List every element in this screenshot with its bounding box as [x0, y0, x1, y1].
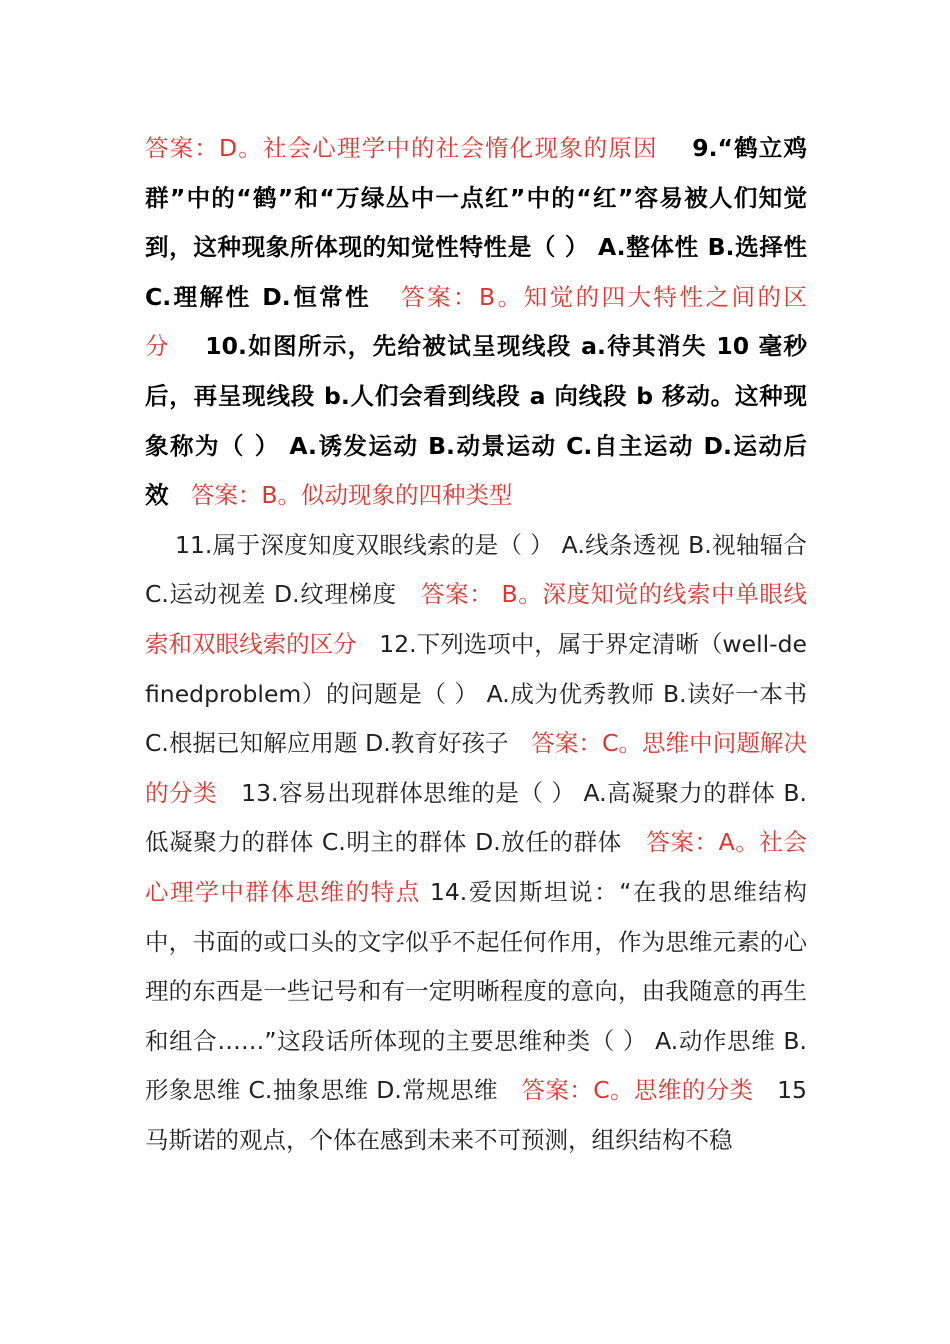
paragraph-questions-11-15 — [145, 521, 807, 1166]
answer-14: 答案：C。思维的分类 — [521, 1076, 754, 1105]
answer-9: 答案：B。知觉的四大特性之间的区分 — [145, 282, 807, 361]
answer-10: 答案：B。似动现象的四种类型 — [190, 481, 513, 510]
question-9: 9.“鹤立鸡群”中的“鹤”和“万绿丛中一点红”中的“红”容易被人们知觉到，这种现象所体现的知觉性特性是（ ） A.整体性 B.选择性 C.理解性 D.恒常性 — [145, 134, 807, 311]
answer-8: 答案：D。社会心理学中的社会惰化现象的原因 — [145, 134, 658, 162]
question-14: 14.爱因斯坦说：“在我的思维结构中，书面的或口头的文字似乎不起任何作用，作为思维元素的心理的东西是一些记号和有一定明晰程度的意向，由我随意的再生和组合……”这段话所体现的主要思维种类（ ） A.动作思维 B.形象思维 C.抽象思维 D.常规思维 — [145, 877, 807, 1105]
document-page — [145, 124, 807, 1165]
answer-11: 答案： B。深度知觉的线索中单眼线索和双眼线索的区分 — [145, 580, 808, 658]
answer-13: 答案：A。社会心理学中群体思维的特点 — [145, 828, 808, 906]
question-11: 11.属于深度知度双眼线索的是（ ） A.线条透视 B.视轴辐合 C.运动视差 D.纹理梯度 — [145, 530, 807, 609]
question-15: 15 马斯诺的观点，个体在感到未来不可预测，组织结构不稳 — [145, 1076, 807, 1154]
question-12: 12.下列选项中，属于界定清晰（well-definedproblem）的问题是（ ） A.成为优秀教师 B.读好一本书 C.根据已知解应用题 D.教育好孩子 — [145, 629, 807, 758]
answer-12: 答案：C。思维中问题解决的分类 — [145, 729, 807, 807]
question-13: 13.容易出现群体思维的是（ ） A.高凝聚力的群体 B.低凝聚力的群体 C.明主的群体 D.放任的群体 — [145, 778, 807, 857]
question-10: 10.如图所示，先给被试呈现线段 a.待其消失 10 毫秒后，再呈现线段 b.人们会看到线段 a 向线段 b 移动。这种现象称为（ ） A.诱发运动 B.动景运动 C.自主运动 D.运动后效 — [145, 332, 807, 510]
paragraph-questions-8-10 — [145, 124, 807, 521]
